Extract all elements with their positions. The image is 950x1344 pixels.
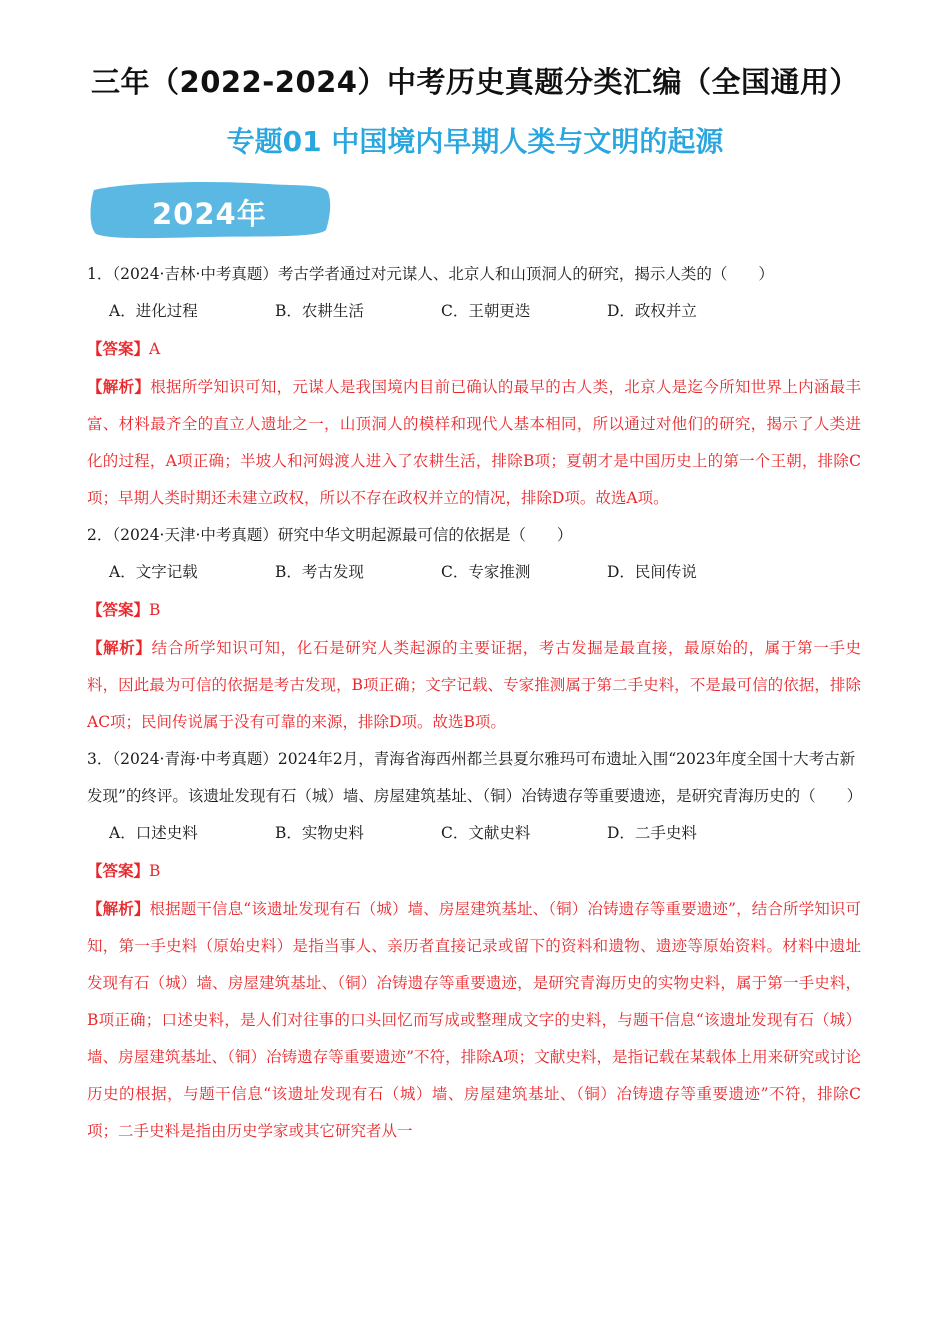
question-stem: 3．（2024·青海·中考真题）2024年2月，青海省海西州都兰县夏尔雅玛可布遗址入围“2023年度全国十大考古新发现”的终评。该遗址发现有石（城）墙、房屋建筑基址、（铜）冶铸遗存等重要遗迹，是研究青海历史的（ ） (87, 750, 863, 805)
option-d: D．政权并立 (607, 302, 697, 320)
option-c: C．专家推测 (441, 563, 531, 581)
question-stem: 1．（2024·吉林·中考真题）考古学者通过对元谋人、北京人和山顶洞人的研究，揭示人类的（ ） (87, 265, 774, 283)
year-banner (88, 180, 332, 240)
question-list (87, 256, 861, 1150)
option-row (87, 293, 861, 330)
option-b: B．考古发现 (275, 563, 364, 581)
answer-label: 【答案】 (87, 600, 150, 619)
option-c: C．王朝更迭 (441, 302, 531, 320)
option-b: B．农耕生活 (275, 302, 364, 320)
explanation-label: 【解析】 (87, 638, 152, 657)
explanation-label: 【解析】 (87, 899, 150, 918)
option-a: A．进化过程 (109, 302, 198, 320)
answer-label: 【答案】 (87, 339, 150, 358)
explanation-label: 【解析】 (87, 377, 151, 396)
option-d: D．二手史料 (607, 824, 697, 842)
explanation (87, 629, 861, 741)
year-banner-label: 2024年 (152, 197, 267, 231)
explanation-text: 根据题干信息“该遗址发现有石（城）墙、房屋建筑基址、（铜）冶铸遗存等重要遗迹”，结合所学知识可知，第一手史料（原始史料）是指当事人、亲历者直接记录或留下的资料和遗物、遗迹等原始资料。材料中遗址发现有石（城）墙、房屋建筑基址、（铜）冶铸遗存等重要遗迹，是研究青海历史的实物史料，属于第一手史料，B项正确；口述史料，是人们对往事的口头回忆而写成或整理成文字的史料，与题干信息“该遗址发现有石（城）墙、房屋建筑基址、（铜）冶铸遗存等重要遗迹”不符，排除A项；文献史料，是指记载在某载体上用来研究或讨论历史的根据，与题干信息“该遗址发现有石（城）墙、房屋建筑基址、（铜）冶铸遗存等重要遗迹”不符，排除C项；二手史料是指由历史学家或其它研究者从一 (87, 900, 861, 1140)
option-a: A．文字记载 (109, 563, 198, 581)
page-title: 三年（2022-2024）中考历史真题分类汇编（全国通用） (91, 65, 859, 99)
option-row (87, 554, 861, 591)
question-stem: 2．（2024·天津·中考真题）研究中华文明起源最可信的依据是（ ） (87, 526, 573, 544)
option-d: D．民间传说 (607, 563, 697, 581)
answer-label: 【答案】 (87, 861, 150, 880)
question-item (87, 256, 861, 517)
option-row (87, 815, 861, 852)
option-c: C．文献史料 (441, 824, 531, 842)
explanation-text: 根据所学知识可知，元谋人是我国境内目前已确认的最早的古人类，北京人是迄今所知世界上内涵最丰富、材料最齐全的直立人遗址之一，山顶洞人的模样和现代人基本相同，所以通过对他们的研究，揭示了人类进化的过程，A项正确；半坡人和河姆渡人进入了农耕生活，排除B项；夏朝才是中国历史上的第一个王朝，排除C项；早期人类时期还未建立政权，所以不存在政权并立的情况，排除D项。故选A项。 (87, 378, 861, 507)
question-item (87, 741, 861, 1150)
explanation (87, 890, 861, 1150)
question-item (87, 517, 861, 741)
answer-value: A (149, 340, 161, 358)
answer-line (87, 591, 861, 629)
answer-line (87, 852, 861, 890)
page-subtitle: 专题01 中国境内早期人类与文明的起源 (226, 125, 724, 158)
answer-line (87, 330, 861, 368)
answer-value: B (149, 862, 161, 880)
explanation (87, 368, 861, 517)
option-b: B．实物史料 (275, 824, 364, 842)
answer-value: B (149, 601, 161, 619)
option-a: A．口述史料 (109, 824, 198, 842)
explanation-text: 结合所学知识可知，化石是研究人类起源的主要证据，考古发掘是最直接，最原始的，属于第一手史料，因此最为可信的依据是考古发现，B项正确；文字记载、专家推测属于第二手史料，不是最可信的依据，排除AC项；民间传说属于没有可靠的来源，排除D项。故选B项。 (87, 639, 861, 731)
